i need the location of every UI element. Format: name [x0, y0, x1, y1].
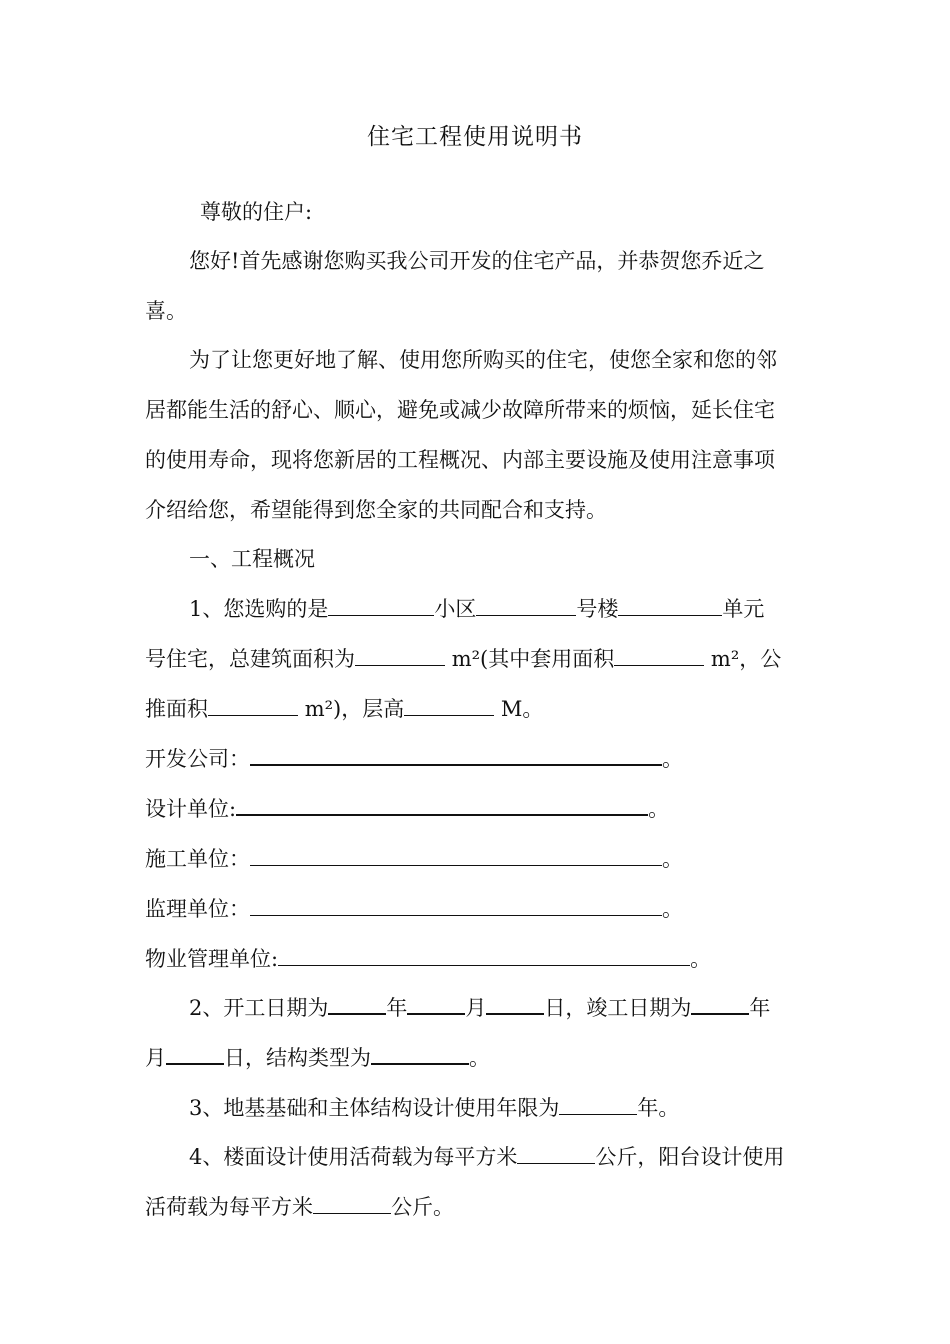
item-2-line-1: [189, 993, 770, 1023]
item-1-text-e: 号住宅，总建筑面积为: [145, 647, 355, 671]
paragraph-2-line-2: 居都能生活的舒心、顺心，避免或减少故障所带来的烦恼，延长住宅: [145, 398, 775, 422]
item-1-text-g: m²，公: [710, 647, 782, 671]
section-heading: 一、工程概况: [189, 547, 315, 571]
start-year-blank[interactable]: [328, 993, 386, 1015]
structure-type-blank[interactable]: [371, 1043, 469, 1065]
start-day-blank[interactable]: [486, 993, 544, 1015]
contractor-blank[interactable]: [250, 845, 662, 866]
property-period: 。: [690, 947, 712, 971]
item-1-line-2: [145, 644, 781, 674]
developer-field: [145, 744, 683, 774]
item-4-text-d: 公斤。: [391, 1195, 454, 1219]
item-4-line-1: [189, 1142, 784, 1172]
paragraph-2-line-1: 为了让您更好地了解、使用您所购买的住宅，使您全家和您的邻: [189, 348, 777, 372]
item-1-text-c: 号楼: [576, 597, 619, 621]
contractor-field: [145, 844, 683, 874]
contractor-label: 施工单位：: [145, 847, 250, 871]
supervisor-blank[interactable]: [250, 895, 662, 916]
item-3-text-a: 3、地基基础和主体结构设计使用年限为: [189, 1096, 560, 1120]
item-1-text-b: 小区: [434, 597, 477, 621]
item-3-text-b: 年。: [637, 1096, 680, 1120]
item-1-text-h: 推面积: [145, 697, 208, 721]
contractor-period: 。: [662, 847, 683, 871]
item-2-line-2: [145, 1043, 490, 1073]
property-field: [145, 944, 711, 974]
item-2-text-d: 日，竣工日期为: [544, 996, 692, 1020]
designer-blank[interactable]: [236, 794, 648, 816]
supervisor-period: 。: [662, 897, 683, 921]
item-2-year-2: 年: [749, 996, 771, 1020]
community-blank[interactable]: [328, 595, 434, 616]
item-4-text-a: 4、楼面设计使用活荷载为每平方米: [189, 1145, 518, 1169]
developer-label: 开发公司：: [145, 747, 250, 771]
item-4-text-b: 公斤，阳台设计使用: [595, 1145, 785, 1169]
supervisor-field: [145, 894, 683, 924]
end-year-blank[interactable]: [691, 993, 749, 1015]
shared-area-blank[interactable]: [208, 695, 298, 716]
design-life-blank[interactable]: [559, 1094, 637, 1115]
property-label: 物业管理单位:: [145, 947, 279, 971]
item-4-text-c: 活荷载为每平方米: [145, 1195, 313, 1219]
item-1-text-d: 单元: [722, 597, 765, 621]
item-1-text-i: m²)，层高: [304, 697, 405, 721]
paragraph-1-line-1: 您好!首先感谢您购买我公司开发的住宅产品，并恭贺您乔近之: [189, 249, 765, 273]
balcony-load-blank[interactable]: [313, 1193, 391, 1214]
item-3-line-1: [189, 1093, 679, 1123]
item-2-end: 。: [469, 1046, 490, 1070]
item-1-text-a: 1、您选购的是: [189, 597, 329, 621]
paragraph-1-line-2: 喜。: [145, 299, 187, 323]
item-2-text-a: 2、开工日期为: [189, 996, 329, 1020]
item-1-text-f: m²(其中套用面积: [451, 647, 615, 671]
item-1-text-j: M。: [500, 697, 544, 721]
paragraph-2-line-3: 的使用寿命，现将您新居的工程概况、内部主要设施及使用注意事项: [145, 448, 775, 472]
item-2-text-d2: 日，结构类型为: [224, 1046, 371, 1070]
supervisor-label: 监理单位：: [145, 897, 250, 921]
developer-period: 。: [662, 747, 683, 771]
item-4-line-2: [145, 1192, 454, 1222]
property-blank[interactable]: [278, 945, 690, 966]
designer-label: 设计单位:: [145, 797, 237, 821]
floor-load-blank[interactable]: [517, 1143, 595, 1164]
paragraph-2-line-4: 介绍给您，希望能得到您全家的共同配合和支持。: [145, 498, 607, 522]
total-area-blank[interactable]: [355, 645, 445, 666]
designer-field: [145, 794, 669, 824]
document-title: 住宅工程使用说明书: [367, 124, 583, 150]
unit-blank[interactable]: [618, 595, 722, 616]
end-month-blank[interactable]: [166, 1043, 224, 1065]
item-1-line-1: [189, 594, 764, 624]
developer-blank[interactable]: [250, 744, 662, 766]
designer-period: 。: [648, 797, 670, 821]
item-2-year: 年: [386, 996, 408, 1020]
salutation: 尊敬的住户:: [200, 200, 313, 224]
item-2-month: 月: [465, 996, 487, 1020]
item-2-month-2: 月: [145, 1046, 166, 1070]
usable-area-blank[interactable]: [614, 645, 704, 666]
item-1-line-3: [145, 694, 543, 724]
start-month-blank[interactable]: [407, 993, 465, 1015]
building-blank[interactable]: [476, 595, 576, 616]
floor-height-blank[interactable]: [404, 695, 494, 716]
